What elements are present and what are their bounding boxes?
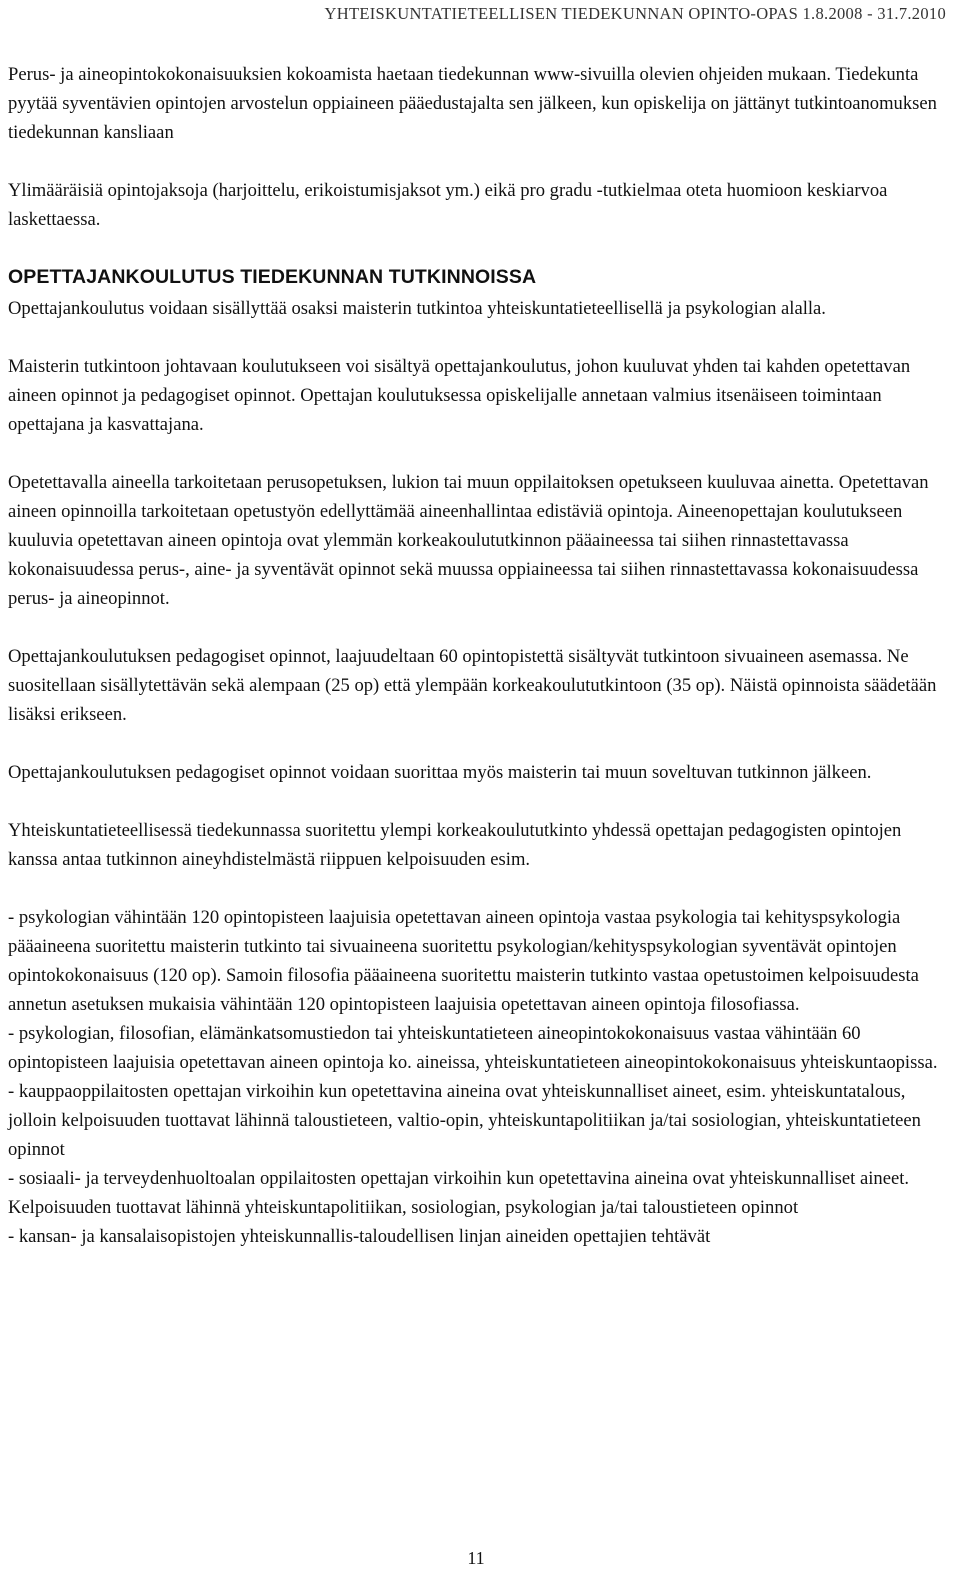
list-item: - kauppaoppilaitosten opettajan virkoihin kun opetettavina aineina ovat yhteiskunnalliset aineet, esim. yhteiskuntatalous, jolloin kelpoisuuden tuottavat lähinnä taloustieteen, valtio-opin, yhteiskuntapolitiikan ja/tai sosiologian, yhteiskuntatieteen opinnot bbox=[8, 1081, 921, 1160]
qualification-list bbox=[8, 903, 952, 1251]
section-paragraph-2: Maisterin tutkintoon johtavaan koulutukseen voi sisältyä opettajankoulutus, johon kuuluvat yhden tai kahden opetettavan aineen opinnot ja pedagogiset opinnot. Opettajan koulutuksessa opiskelijalle annetaan valmius itsenäiseen toimintaan opettajana ja kasvattajana. bbox=[8, 356, 911, 435]
section-paragraph-3: Opetettavalla aineella tarkoitetaan perusopetuksen, lukion tai muun oppilaitoksen opetukseen kuuluvaa ainetta. Opetettavan aineen opinnoilla tarkoitetaan opetustyön edellyttämää aineenhallintaa edistäviä opintoja. Aineenopettajan koulutukseen kuuluvia opetettavan aineen opintoja ovat ylemmän korkeakoulututkinnon pääaineessa tai siihen rinnastettavassa kokonaisuudessa perus-, aine- ja syventävät opinnot sekä muussa oppiaineessa tai siihen rinnastettavassa kokonaisuudessa perus- ja aineopinnot. bbox=[8, 472, 929, 609]
list-item: - psykologian, filosofian, elämänkatsomustiedon tai yhteiskuntatieteen aineopintokokonaisuus vastaa vähintään 60 opintopisteen laajuisia opetettavan aineen opintoja ko. aineissa, yhteiskuntatieteen aineopintokokonaisuus yhteiskuntaopissa. bbox=[8, 1023, 938, 1073]
list-item: - sosiaali- ja terveydenhuoltoalan oppilaitosten opettajan virkoihin kun opetettavina aineina ovat yhteiskunnalliset aineet. Kelpoisuuden tuottavat lähinnä yhteiskuntapolitiikan, sosiologian, psykologian ja/tai taloustieteen opinnot bbox=[8, 1168, 910, 1218]
section-paragraph-5: Opettajankoulutuksen pedagogiset opinnot voidaan suorittaa myös maisterin tai muun soveltuvan tutkinnon jälkeen. bbox=[8, 762, 872, 783]
section-heading: OPETTAJANKOULUTUS TIEDEKUNNAN TUTKINNOISSA bbox=[8, 266, 537, 288]
section-paragraph-6: Yhteiskuntatieteellisessä tiedekunnassa suoritettu ylempi korkeakoulututkinto yhdessä opettajan pedagogisten opintojen kanssa antaa tutkinnon aineyhdistelmästä riippuen kelpoisuuden esim. bbox=[8, 820, 902, 870]
intro-paragraph-1: Perus- ja aineopintokokonaisuuksien kokoamista haetaan tiedekunnan www-sivuilla olevien ohjeiden mukaan. Tiedekunta pyytää syventävien opintojen arvostelun oppiaineen pääedustajalta sen jälkeen, kun opiskelija on jättänyt tutkintoanomuksen tiedekunnan kansliaan bbox=[8, 64, 937, 143]
section-paragraph-4: Opettajankoulutuksen pedagogiset opinnot, laajuudeltaan 60 opintopistettä sisältyvät tutkintoon sivuaineen asemassa. Ne suositellaan sisällytettävän sekä alempaan (25 op) että ylempään korkeakoulututkintoon (35 op). Näistä opinnoista säädetään lisäksi erikseen. bbox=[8, 646, 937, 725]
document-body bbox=[8, 60, 952, 1251]
list-item: - psykologian vähintään 120 opintopisteen laajuisia opetettavan aineen opintoja vastaa psykologia tai kehityspsykologia pääaineena suoritettu maisterin tutkinto tai sivuaineena suoritettu psykologian/kehityspsykologian syventävät opintojen opintokokonaisuus (120 op). Samoin filosofia pääaineena suoritettu maisterin tutkinto vastaa opetustoimen kelpoisuudesta annetun asetuksen mukaisia vähintään 120 opintopisteen laajuisia opetettavan aineen opintoja filosofiassa. bbox=[8, 907, 919, 1015]
intro-paragraph-2: Ylimääräisiä opintojaksoja (harjoittelu, erikoistumisjaksot ym.) eikä pro gradu -tutkielmaa oteta huomioon keskiarvoa laskettaessa. bbox=[8, 180, 888, 230]
list-item: - kansan- ja kansalaisopistojen yhteiskunnallis-taloudellisen linjan aineiden opettajien tehtävät bbox=[8, 1226, 711, 1247]
page-number: 11 bbox=[467, 1548, 485, 1568]
running-header: YHTEISKUNTATIETEELLISEN TIEDEKUNNAN OPINTO-OPAS 1.8.2008 - 31.7.2010 bbox=[324, 4, 946, 23]
section-paragraph-1: Opettajankoulutus voidaan sisällyttää osaksi maisterin tutkintoa yhteiskuntatieteellisellä ja psykologian alalla. bbox=[8, 298, 826, 319]
